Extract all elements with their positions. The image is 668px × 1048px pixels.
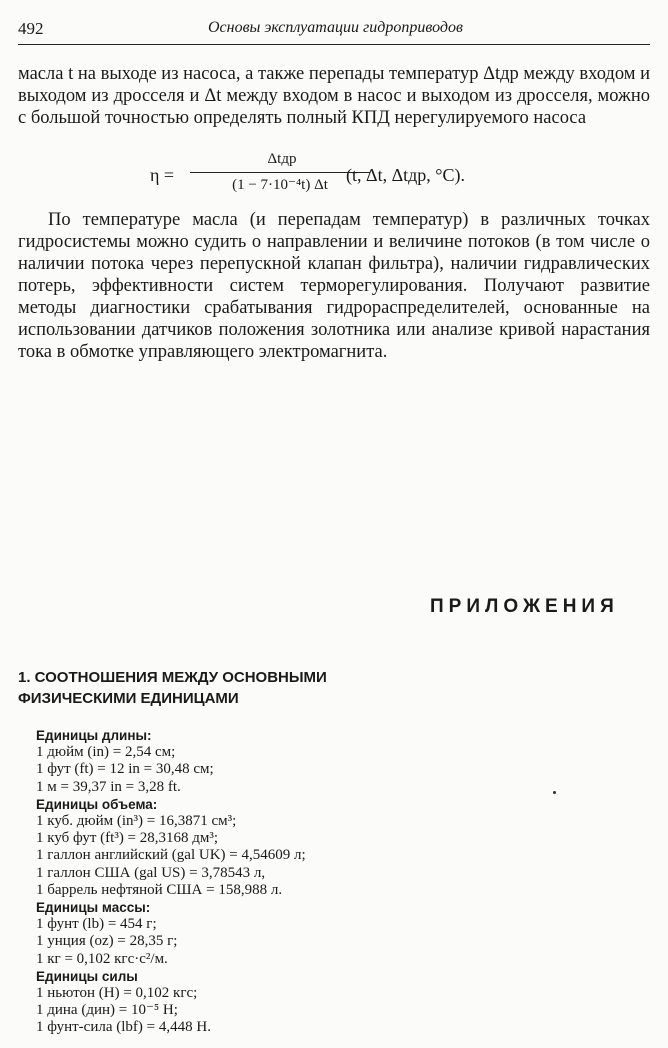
unit-conversion-line: 1 куб фут (ft³) = 28,3168 дм³; <box>36 830 219 847</box>
unit-group-title: Единицы длины: <box>36 728 152 743</box>
unit-group-title: Единицы массы: <box>36 900 151 916</box>
formula-numerator: Δtдр <box>267 151 297 167</box>
efficiency-formula <box>150 151 570 199</box>
unit-conversion-line: 1 ньютон (Н) = 0,102 кгс; <box>36 985 198 1002</box>
fraction-bar <box>190 172 370 173</box>
header-rule <box>18 44 650 45</box>
unit-conversion-line: 1 баррель нефтяной США = 158,988 л. <box>36 881 283 898</box>
unit-conversion-line: 1 галлон английский (gal UK) = 4,54609 л; <box>36 847 306 864</box>
unit-conversion-line: 1 дина (дин) = 10⁻⁵ Н; <box>36 1002 178 1019</box>
section-heading: 1. СООТНОШЕНИЯ МЕЖДУ ОСНОВНЫМИ ФИЗИЧЕСКИМИ ЕДИНИЦАМИ <box>18 669 327 707</box>
page-header <box>18 19 650 45</box>
unit-conversion-line: 1 фут (ft) = 12 in = 30,48 см; <box>36 761 214 778</box>
unit-conversion-line: 1 фунт-сила (lbf) = 4,448 Н. <box>36 1019 211 1036</box>
paragraph-1: масла t на выходе из насоса, а также перепады температур Δtдр между входом и выходом из дросселя и Δt между входом в насос и выходом из дросселя, можно с большой точностью определять полный КПД нерегулируемого насоса <box>18 64 650 128</box>
unit-group-title: Единицы силы <box>36 968 138 984</box>
print-speck <box>553 791 556 794</box>
page-number: 492 <box>18 19 44 38</box>
unit-group-title: Единицы объема: <box>36 796 158 812</box>
units-list <box>36 727 636 1037</box>
formula-units: (t, Δt, Δtдр, °С). <box>346 165 466 185</box>
unit-conversion-line: 1 галлон США (gal US) = 3,78543 л, <box>36 864 266 881</box>
formula-denominator: (1 − 7·10⁻⁴t) Δt <box>232 177 328 193</box>
appendix-title: ПРИЛОЖЕНИЯ <box>430 596 619 617</box>
unit-conversion-line: 1 унция (oz) = 28,35 г; <box>36 933 178 950</box>
unit-conversion-line: 1 дюйм (in) = 2,54 см; <box>36 744 176 761</box>
unit-conversion-line: 1 кг = 0,102 кгс·с²/м. <box>36 950 168 967</box>
running-title: Основы эксплуатации гидроприводов <box>208 19 463 36</box>
unit-conversion-line: 1 м = 39,37 in = 3,28 ft. <box>36 778 181 795</box>
formula-lhs: η = <box>150 165 175 185</box>
unit-conversion-line: 1 куб. дюйм (in³) = 16,3871 см³; <box>36 813 237 830</box>
paragraph-2: По температуре масла (и перепадам температур) в различных точках гидросистемы можно судить о направлении и величине потоков (в том числе о наличии потока через перепускной клапан фильтра), наличии гидравлических потерь, эффективности систем терморегулирования. Получают развитие методы диагностики срабатывания гидрораспределителей, основанные на использовании датчиков положения золотника или анализе кривой нарастания тока в обмотке управляющего электромагнита. <box>18 210 650 362</box>
unit-conversion-line: 1 фунт (lb) = 454 г; <box>36 916 157 933</box>
